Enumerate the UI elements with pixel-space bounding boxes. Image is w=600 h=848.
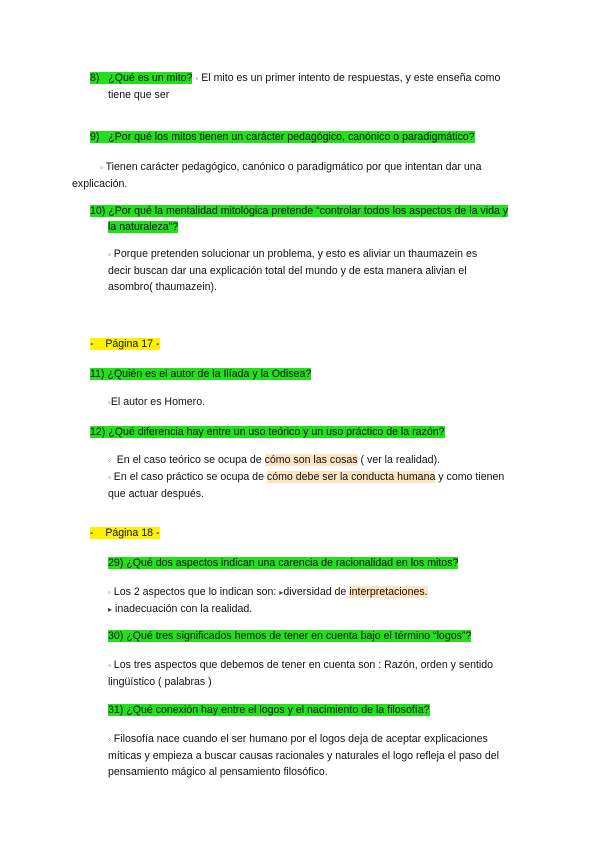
q29-block bbox=[108, 555, 458, 571]
page18-heading bbox=[90, 525, 160, 541]
q31-bullet-icon: ◦ bbox=[108, 735, 111, 744]
q8-label: 8) bbox=[90, 72, 100, 84]
q9-label: 9) bbox=[90, 131, 100, 143]
q30-answer-l2: lingüístico ( palabras ) bbox=[108, 676, 212, 688]
q29-answer-block bbox=[108, 584, 538, 618]
q11-answer-block bbox=[108, 394, 205, 411]
q29-a1-highlight: interpretaciones. bbox=[349, 586, 428, 598]
q29-arrow-icon-2: ▸ bbox=[108, 605, 113, 614]
q30-bullet-icon: ◦ bbox=[108, 661, 111, 670]
q9-question-highlight bbox=[90, 131, 475, 143]
q12-bullet-icon-2: ◦ bbox=[108, 473, 111, 482]
q31-question: 31) ¿Qué conexión hay entre el logos y el nacimiento de la filosofía? bbox=[108, 704, 430, 716]
q29-a1-pre: Los 2 aspectos que lo indican son: bbox=[113, 586, 280, 598]
q11-block bbox=[90, 366, 311, 382]
q12-bullet-icon-1: ◦ bbox=[108, 456, 111, 465]
q10-question-l2: la naturaleza”? bbox=[108, 221, 179, 233]
q30-question: 30) ¿Qué tres significados hemos de tener en cuenta bajo el término “logos”? bbox=[108, 630, 472, 642]
q12-a2-cont: que actuar después. bbox=[108, 488, 205, 500]
page17-heading bbox=[90, 336, 160, 352]
q12-a2-post: y como tienen bbox=[435, 471, 505, 483]
q12-a1-post: ( ver la realidad). bbox=[357, 454, 441, 466]
q29-arrow-icon-1: ▸ bbox=[279, 588, 284, 597]
q29-bullet-icon: ◦ bbox=[108, 588, 111, 597]
q9-answer-block bbox=[72, 159, 532, 192]
q12-a2-pre: En el caso práctico se ocupa de bbox=[113, 471, 267, 483]
q8-question-line bbox=[90, 70, 530, 87]
q12-a2-highlight: cómo debe ser la conducta humana bbox=[266, 471, 436, 483]
q8-answer: El mito es un primer intento de respuestas, y este enseña como bbox=[201, 72, 501, 84]
q11-question: 11) ¿Quién es el autor de la Ilíada y la Odisea? bbox=[90, 368, 312, 380]
q8-question: ¿Qué es un mito? bbox=[108, 72, 193, 84]
q11-answer: El autor es Homero. bbox=[110, 396, 206, 408]
q12-a1-pre: En el caso teórico se ocupa de bbox=[116, 454, 265, 466]
q9-answer: Tienen carácter pedagógico, canónico o paradigmático por que intentan dar una bbox=[105, 161, 482, 173]
q12-answer-block bbox=[108, 452, 538, 502]
q30-block bbox=[108, 628, 471, 644]
q10-question-l1: 10) ¿Por qué la mentalidad mitológica pretende “controlar todos los aspectos de la vida y bbox=[90, 205, 509, 217]
q12-block bbox=[90, 424, 445, 440]
page18-highlight bbox=[90, 527, 160, 539]
q10-bullet-icon: ◦ bbox=[108, 250, 111, 259]
q10-block bbox=[90, 203, 535, 235]
q31-block bbox=[108, 702, 430, 718]
q8-answer-cont: tiene que ser bbox=[108, 89, 170, 101]
q29-question: 29) ¿Qué dos aspectos indican una carencia de racionalidad en los mitos? bbox=[108, 557, 459, 569]
q29-a1-mid: diversidad de bbox=[283, 586, 350, 598]
q12-a1-highlight: cómo son las cosas bbox=[264, 454, 358, 466]
page18-dash: - bbox=[90, 527, 94, 539]
q8-question-highlight bbox=[90, 72, 192, 84]
q9-answer-cont: explicación. bbox=[72, 178, 128, 190]
q31-answer-l3: pensamiento mágico al pensamiento filosófico. bbox=[108, 766, 328, 778]
page17-label: Página 17 - bbox=[105, 338, 160, 350]
q10-answer-l1: Porque pretenden solucionar un problema, y esto es aliviar un thaumazein es bbox=[113, 248, 478, 260]
q9-bullet-icon: ◦ bbox=[100, 163, 103, 172]
q11-bullet-icon: ◦ bbox=[108, 398, 111, 407]
q8-block bbox=[90, 70, 530, 103]
q8-bullet-icon: ◦ bbox=[195, 74, 199, 83]
q31-answer-l1: Filosofía nace cuando el ser humano por el logos deja de aceptar explicaciones bbox=[113, 733, 488, 745]
q10-answer-l2: decir buscan dar una explicación total del mundo y de esta manera alivian el bbox=[108, 265, 467, 277]
q12-question: 12) ¿Qué diferencia hay entre un uso teórico y un uso práctico de la razón? bbox=[90, 426, 445, 438]
page18-label: Página 18 - bbox=[105, 527, 160, 539]
q10-answer-l3: asombro( thaumazein). bbox=[108, 281, 217, 293]
q30-answer-l1: Los tres aspectos que debemos de tener en cuenta son : Razón, orden y sentido bbox=[113, 659, 494, 671]
q9-question: ¿Por qué los mitos tienen un carácter pedagógico, canónico o paradigmático? bbox=[108, 131, 475, 143]
q31-answer-block bbox=[108, 731, 548, 780]
q31-answer-l2: míticas y empieza a buscar causas racionales y naturales el logo refleja el paso del bbox=[108, 750, 499, 762]
page17-dash: - bbox=[90, 338, 94, 350]
page17-highlight bbox=[90, 338, 160, 350]
q29-a2: inadecuación con la realidad. bbox=[114, 603, 253, 615]
q10-answer-block bbox=[108, 246, 538, 295]
q30-answer-block bbox=[108, 657, 538, 690]
q9-block bbox=[90, 129, 530, 145]
